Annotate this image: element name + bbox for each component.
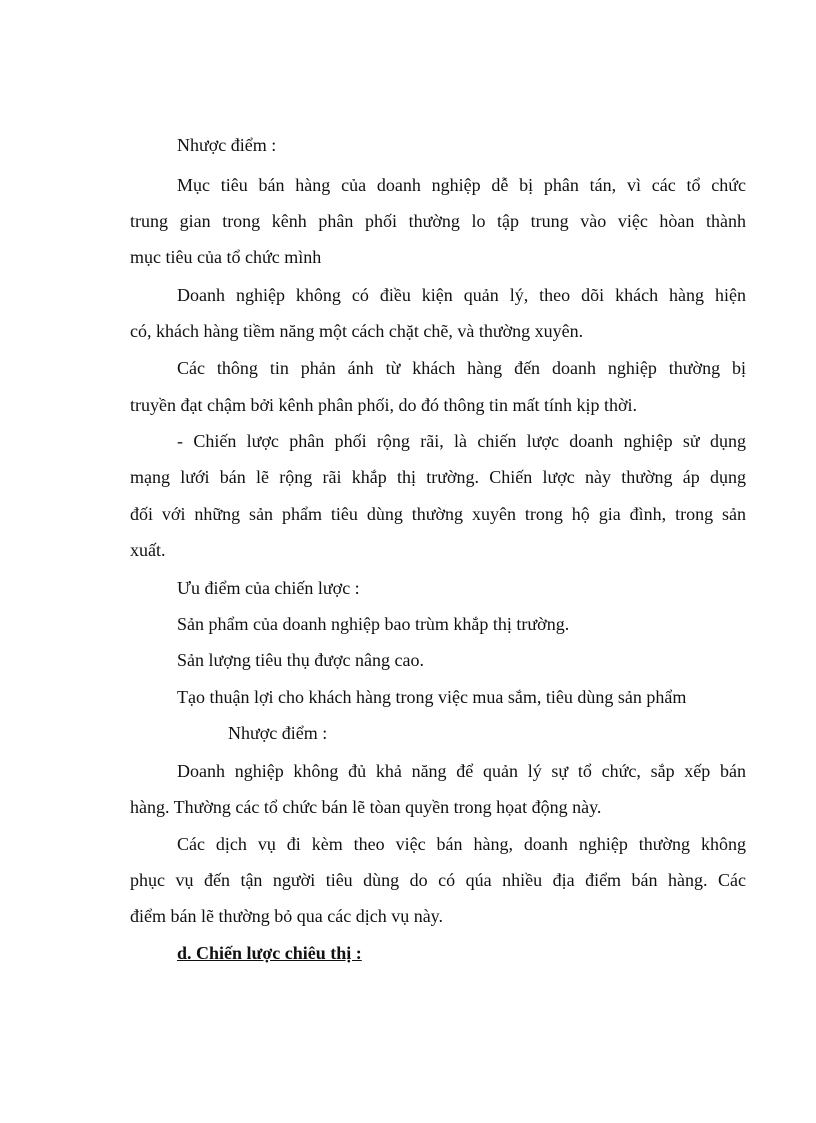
- paragraph-line: Sản phẩm của doanh nghiệp bao trùm khắp thị trường.: [177, 614, 570, 634]
- paragraph-line: hàng. Thường các tổ chức bán lẽ tòan quyền trong họat động này.: [130, 797, 602, 817]
- paragraph-line: Doanh nghiệp không đủ khả năng để quản lý sự tổ chức, sắp xếp bán: [177, 761, 746, 781]
- paragraph-line: xuất.: [130, 540, 166, 560]
- paragraph-label-disadvantages: Nhược điểm :: [228, 723, 328, 743]
- paragraph-line: Sản lượng tiêu thụ được nâng cao.: [177, 650, 424, 670]
- paragraph-line: mục tiêu của tổ chức mình: [130, 247, 322, 267]
- paragraph-label-advantages: Ưu điểm của chiến lược :: [177, 578, 360, 598]
- paragraph-label-disadvantages: Nhược điểm :: [177, 135, 277, 155]
- paragraph-line: Mục tiêu bán hàng của doanh nghiệp dễ bị phân tán, vì các tổ chức: [177, 175, 746, 195]
- paragraph-line: phục vụ đến tận người tiêu dùng do có qúa nhiều địa điểm bán hàng. Các: [130, 870, 746, 890]
- paragraph-line: có, khách hàng tiềm năng một cách chặt chẽ, và thường xuyên.: [130, 321, 584, 341]
- paragraph-line: trung gian trong kênh phân phối thường lo tập trung vào việc hòan thành: [130, 211, 746, 231]
- paragraph-line: truyền đạt chậm bởi kênh phân phối, do đó thông tin mất tính kịp thời.: [130, 395, 637, 415]
- paragraph-line: Tạo thuận lợi cho khách hàng trong việc mua sắm, tiêu dùng sản phẩm: [177, 687, 687, 707]
- paragraph-line: - Chiến lược phân phối rộng rãi, là chiến lược doanh nghiệp sử dụng: [177, 431, 746, 451]
- paragraph-line: mạng lưới bán lẽ rộng rãi khắp thị trường. Chiến lược này thường áp dụng: [130, 467, 746, 487]
- paragraph-line: Doanh nghiệp không có điều kiện quản lý, theo dõi khách hàng hiện: [177, 285, 746, 305]
- section-heading: d. Chiến lược chiêu thị :: [177, 943, 362, 963]
- paragraph-line: điểm bán lẽ thường bỏ qua các dịch vụ này.: [130, 906, 444, 926]
- paragraph-line: đối với những sản phẩm tiêu dùng thường xuyên trong hộ gia đình, trong sản: [130, 504, 746, 524]
- paragraph-line: Các thông tin phản ánh từ khách hàng đến doanh nghiệp thường bị: [177, 358, 746, 378]
- paragraph-line: Các dịch vụ đi kèm theo việc bán hàng, doanh nghiệp thường không: [177, 834, 746, 854]
